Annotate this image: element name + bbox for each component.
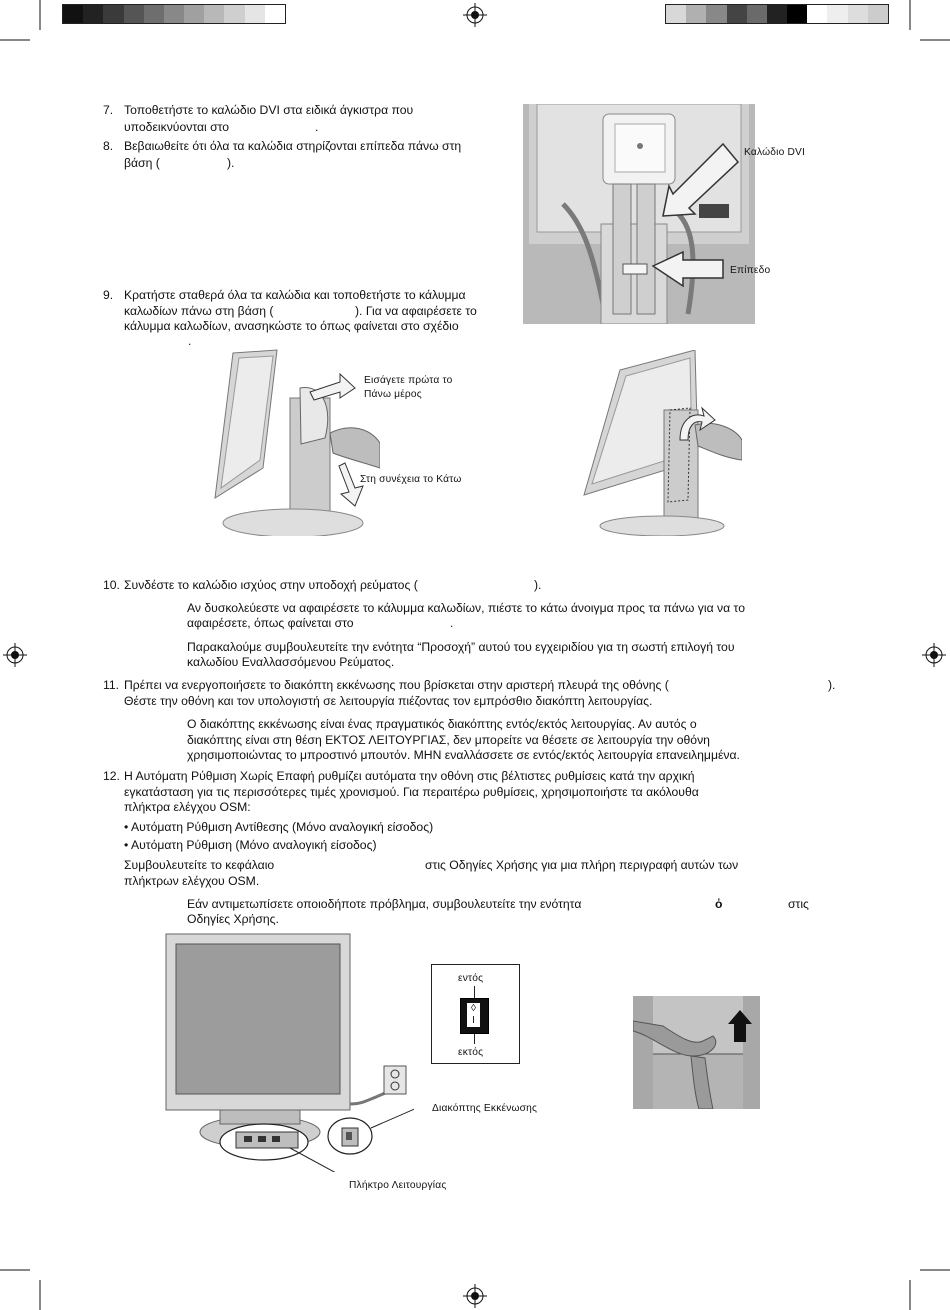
discharge-switch-label: Διακόπτης Εκκένωσης: [432, 1103, 538, 1114]
dvi-cable-label: Καλώδιο DVI: [744, 147, 806, 158]
step-10-note-1-line-2b: .: [450, 616, 454, 630]
step-7-line-2-end: .: [315, 120, 319, 134]
step-12-bullet-1: • Αυτόματη Ρύθμιση Αντίθεσης (Μόνο αναλογική είσοδος): [124, 820, 434, 834]
step-10-note-2-line-1: Παρακαλούμε συμβουλευτείτε την ενότητα “Προσοχή” αυτού του εγχειριδίου για τη σωστή επιλογή του: [187, 640, 735, 654]
step-12-note-line-1b: στις: [788, 897, 809, 911]
step-10-note-1-line-1: Αν δυσκολεύεστε να αφαιρέσετε το κάλυμμα καλωδίων, πιέστε το κάτω άνοιγμα προς τα πάνω για να το: [187, 601, 745, 615]
step-12-line-4a: Συμβουλευτείτε το κεφάλαιο: [124, 858, 275, 872]
step-10-note-2-line-2: καλωδίου Εναλλασσόμενου Ρεύματος.: [187, 655, 395, 669]
step-8-line-1: Βεβαιωθείτε ότι όλα τα καλώδια στηρίζονται επίπεδα πάνω στη: [124, 139, 462, 153]
switch-on-tick: [474, 986, 475, 998]
step-9-line-2b: ). Για να αφαιρέσετε το: [355, 304, 477, 318]
step-11-number: 11.: [103, 678, 120, 692]
cable-management-figure: [523, 104, 755, 324]
step-12-note-line-2: Οδηγίες Χρήσης.: [187, 912, 279, 926]
step-11-line-2: Θέστε την οθόνη και τον υπολογιστή σε λειτουργία πιέζοντας τον εμπρόσθιο διακόπτη λειτουργίας.: [124, 694, 653, 708]
switch-off-glyph: I: [472, 1015, 475, 1026]
step-11-note-line-2: διακόπτης είναι στη θέση ΕΚΤΟΣ ΛΕΙΤΟΥΡΓΙΑΣ, δεν μπορείτε να θέσετε σε λειτουργία την οθόνη: [187, 733, 710, 747]
step-10-number: 10.: [103, 578, 120, 592]
step-12-note-line-1-mark: ὀ: [715, 897, 723, 911]
insert-top-label-1: Εισάγετε πρώτα το: [364, 375, 453, 386]
step-7-line-1: Τοποθετήστε το καλώδιο DVI στα ειδικά άγκιστρα που: [124, 103, 414, 117]
power-key-label: Πλήκτρο Λειτουργίας: [349, 1180, 447, 1191]
step-8-line-2b: ).: [227, 156, 235, 170]
step-9-line-1: Κρατήστε σταθερά όλα τα καλώδια και τοποθετήστε το κάλυμμα: [124, 288, 466, 302]
then-bottom-label: Στη συνέχεια το Κάτω: [360, 474, 462, 485]
step-7-number: 7.: [103, 103, 114, 117]
cable-cover-insert-figure: [205, 348, 380, 536]
step-9-line-4: .: [188, 334, 192, 348]
cable-cover-lift-figure: [633, 996, 760, 1109]
insert-top-label-2: Πάνω μέρος: [364, 389, 422, 400]
cable-cover-remove-figure: [580, 350, 742, 536]
switch-off-label: εκτός: [458, 1047, 484, 1058]
switch-on-label: εντός: [458, 973, 484, 984]
step-12-number: 12.: [103, 769, 120, 783]
step-11-line-1a: Πρέπει να ενεργοποιήσετε το διακόπτη εκκένωσης που βρίσκεται στην αριστερή πλευρά της οθόνης (: [124, 678, 669, 692]
step-10-line-1a: Συνδέστε το καλώδιο ισχύος στην υποδοχή ρεύματος (: [124, 578, 418, 592]
step-12-bullet-2: • Αυτόματη Ρύθμιση (Μόνο αναλογική είσοδος): [124, 838, 377, 852]
step-8-number: 8.: [103, 139, 114, 153]
step-12-line-1: Η Αυτόματη Ρύθμιση Χωρίς Επαφή ρυθμίζει αυτόματα την οθόνη στις βέλτιστες ρυθμίσεις κατά την αρχική: [124, 769, 695, 783]
monitor-front-figure: [164, 932, 414, 1172]
step-11-line-1b: ).: [828, 678, 836, 692]
step-12-line-5: πλήκτρων ελέγχου OSM.: [124, 874, 260, 888]
step-8-line-2a: βάση (: [124, 156, 160, 170]
step-9-line-2a: καλωδίων πάνω στη βάση (: [124, 304, 274, 318]
step-11-note-line-1: Ο διακόπτης εκκένωσης είναι ένας πραγματικός διακόπτης εντός/εκτός λειτουργίας. Αν αυτός ο: [187, 717, 697, 731]
step-12-line-4b: στις Οδηγίες Χρήσης για μια πλήρη περιγραφή αυτών των: [425, 858, 739, 872]
flat-label: Επίπεδο: [730, 265, 771, 276]
step-9-number: 9.: [103, 288, 114, 302]
step-12-line-2: εγκατάσταση για τις περισσότερες τιμές χρονισμού. Για περαιτέρω ρυθμίσεις, χρησιμοποιήστε τα ακόλουθα: [124, 785, 699, 799]
step-7-line-2: υποδεικνύονται στο: [124, 120, 230, 134]
step-12-note-line-1a: Εάν αντιμετωπίσετε οποιοδήποτε πρόβλημα, συμβουλευτείτε την ενότητα: [187, 897, 582, 911]
step-10-note-1-line-2a: αφαιρέσετε, όπως φαίνεται στο: [187, 616, 354, 630]
step-9-line-3: κάλυμμα καλωδίων, ανασηκώστε το όπως φαίνεται στο σχέδιο: [124, 319, 459, 333]
step-12-line-3: πλήκτρα ελέγχου OSM:: [124, 800, 251, 814]
step-11-note-line-3: χρησιμοποιώντας το μπροστινό μπουτόν. ΜΗΝ εναλλάσσετε σε εντός/εκτός λειτουργία επανειλημμένα.: [187, 748, 740, 762]
step-10-line-1b: ).: [534, 578, 542, 592]
switch-on-glyph: ◊: [471, 1003, 476, 1014]
